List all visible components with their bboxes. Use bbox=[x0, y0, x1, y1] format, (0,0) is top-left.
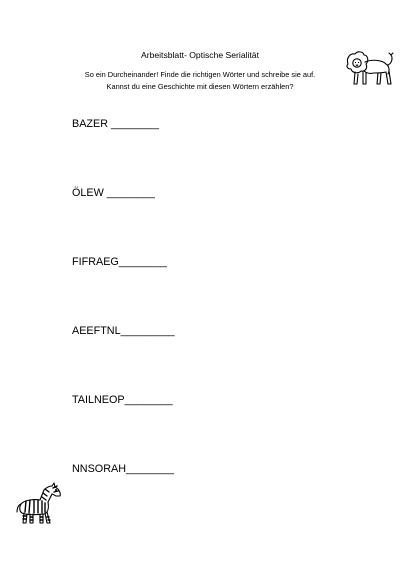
scrambled-word-5: TAILNEOP________ bbox=[72, 394, 173, 406]
scrambled-word-1: BAZER ________ bbox=[72, 118, 160, 130]
zebra-icon bbox=[14, 482, 64, 526]
scrambled-word-2: ÖLEW ________ bbox=[72, 187, 155, 199]
scrambled-word-6: NNSORAH________ bbox=[72, 463, 175, 475]
lion-icon bbox=[344, 50, 394, 90]
worksheet-title: Arbeitsblatt- Optische Serialität bbox=[141, 50, 259, 60]
instructions bbox=[0, 69, 400, 92]
scrambled-word-3: FIFRAEG________ bbox=[72, 256, 167, 268]
instruction-line-2: Kannst du eine Geschichte mit diesen Wörtern erzählen? bbox=[106, 81, 294, 91]
instruction-line-1: So ein Durcheinander! Finde die richtigen Wörter und schreibe sie auf. bbox=[84, 70, 316, 79]
scrambled-word-4: AEEFTNL_________ bbox=[72, 325, 175, 337]
